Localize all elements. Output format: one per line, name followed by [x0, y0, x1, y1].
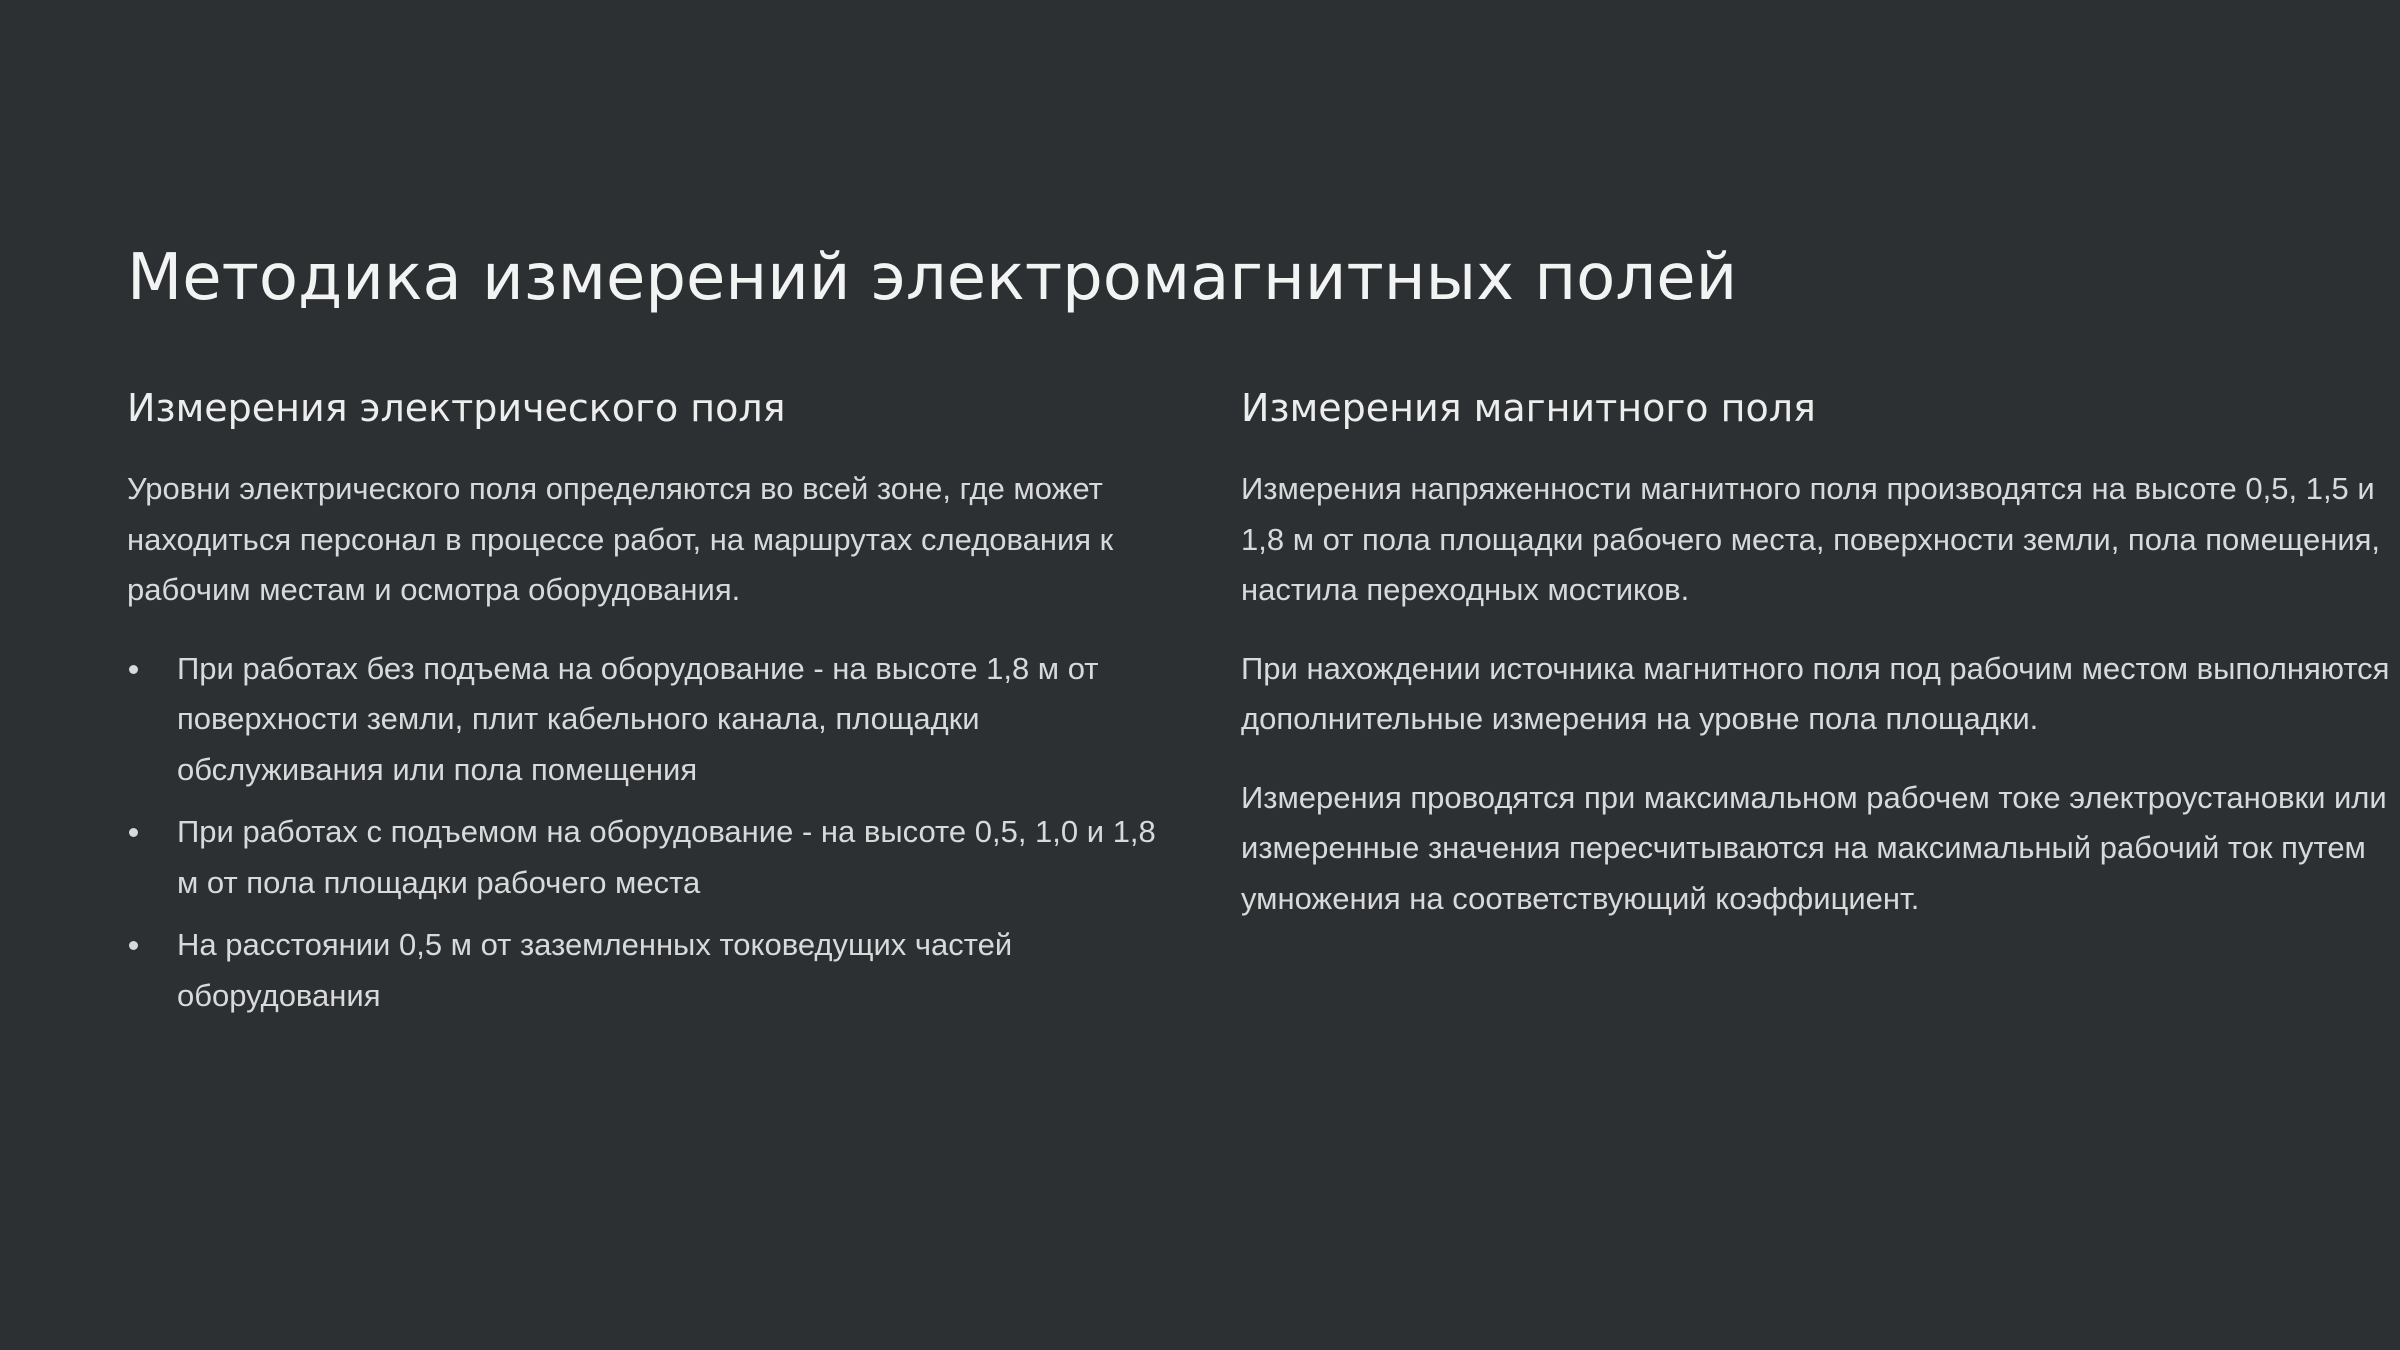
magnetic-field-heading: Измерения магнитного поля	[1241, 386, 1816, 430]
magnetic-field-column	[1241, 378, 2400, 952]
bullet-dot-icon	[129, 665, 138, 674]
bullet-item	[127, 807, 1157, 908]
electric-field-heading: Измерения электрического поля	[127, 386, 786, 430]
electric-field-bullet-list	[127, 644, 1157, 1022]
bullet-dot-icon	[129, 828, 138, 837]
bullet-item	[127, 644, 1157, 796]
slide	[127, 232, 2390, 1013]
electric-field-column	[127, 378, 1157, 1033]
magnetic-field-paragraph: При нахождении источника магнитного поля под рабочим местом выполняются дополнительные измерения на уровне пола площадки.	[1241, 650, 2390, 736]
bullet-text: На расстоянии 0,5 м от заземленных токоведущих частей оборудования	[177, 927, 1013, 1013]
bullet-text: При работах без подъема на оборудование - на высоте 1,8 м от поверхности земли, плит кабельного канала, площадки обслуживания или пола помещения	[177, 650, 1099, 787]
bullet-item	[127, 920, 1157, 1021]
bullet-text: При работах с подъемом на оборудование - на высоте 0,5, 1,0 и 1,8 м от пола площадки рабочего места	[177, 814, 1156, 900]
magnetic-field-paragraph: Измерения напряженности магнитного поля производятся на высоте 0,5, 1,5 и 1,8 м от пола площадки рабочего места, поверхности земли, пола помещения, настила переходных мостиков.	[1241, 471, 2381, 607]
slide-title: Методика измерений электромагнитных полей	[127, 241, 1738, 315]
electric-field-intro: Уровни электрического поля определяются во всей зоне, где может находиться персонал в процессе работ, на маршрутах следования к рабочим местам и осмотра оборудования.	[127, 471, 1114, 607]
bullet-dot-icon	[129, 941, 138, 950]
magnetic-field-paragraph: Измерения проводятся при максимальном рабочем токе электроустановки или измеренные значения пересчитываются на максимальный рабочий ток путем умножения на соответствующий коэффициент.	[1241, 779, 2387, 916]
